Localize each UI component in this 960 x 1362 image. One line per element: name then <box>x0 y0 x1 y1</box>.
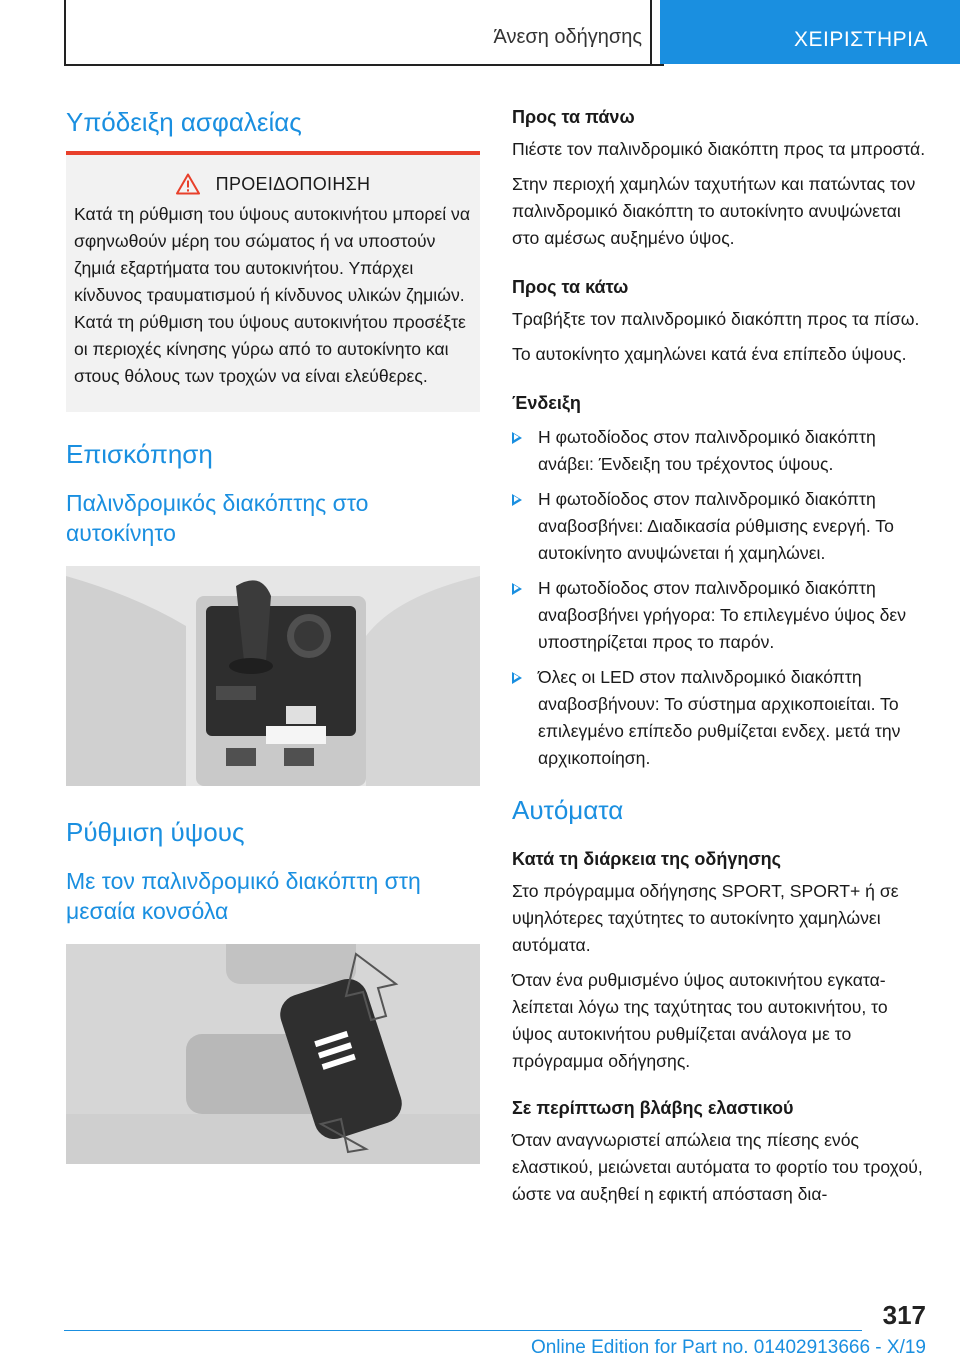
footer-rule <box>64 1330 862 1331</box>
rocker-switch-photo <box>66 944 480 1164</box>
section-title: Άνεση οδήγησης <box>493 26 642 48</box>
page-number: 317 <box>882 1300 926 1330</box>
switch-heading: Παλινδρομικός διακόπτης στο αυτοκίνητο <box>66 490 369 546</box>
overview-heading: Επισκόπηση <box>66 439 213 469</box>
bullet-triangle-icon <box>512 583 522 595</box>
display-heading: Ένδειξη <box>512 393 581 413</box>
right-column <box>512 100 926 1208</box>
height-heading: Ρύθμιση ύψους <box>66 817 245 847</box>
chapter-tab <box>660 0 960 64</box>
left-column <box>66 100 480 1164</box>
edition-note: Online Edition for Part no. 01402913666 - X/19 <box>530 1337 926 1358</box>
driving-paragraph-1: Στο πρόγραμμα οδήγησης SPORT, SPORT+ ή σε υψηλότερες ταχύτητες το αυτοκίνητο χαμηλώνει αυτόματα. <box>512 881 899 955</box>
up-paragraph-1: Πιέστε τον παλινδρομικό διακόπτη προς τα μπροστά. <box>512 139 926 159</box>
driving-heading: Κατά τη διάρκεια της οδήγησης <box>512 849 782 869</box>
warning-header <box>74 173 472 195</box>
bullet-triangle-icon <box>512 432 522 444</box>
chapter-tab-label: ΧΕΙΡΙΣΤΗΡΙΑ <box>793 28 928 51</box>
up-paragraph-2: Στην περιοχή χαμηλών ταχυτήτων και πατώντας τον παλινδρομικό διακόπτη το αυτοκίνητο ανυψώνεται στο αμέσως αυξημένο ύψος. <box>512 174 916 248</box>
down-paragraph-1: Τραβήξτε τον παλινδρομικό διακόπτη προς τα πίσω. <box>512 309 920 329</box>
up-heading: Προς τα πάνω <box>512 107 635 127</box>
bullet-triangle-icon <box>512 672 522 684</box>
warning-title: ΠΡΟΕΙΔΟΠΟΙΗΣΗ <box>215 173 371 194</box>
warning-text: Κατά τη ρύθμιση του ύψους αυτοκινήτου μπορεί να σφηνωθούν μέρη του σώματος ή να υποστούν ζημιά εξαρτήματα του αυτοκινήτου. Υπάρχει κίνδυνος τραυματισμού ή κίνδυνος υλικών ζημιών. Κατά τη ρύθμιση του ύψους αυτοκινήτου προσέξτε οι περιοχές κίνησης γύρω από το αυτοκίνητο και στους θόλους των τροχών να είναι ελεύθερες. <box>74 204 470 386</box>
display-list <box>512 424 926 772</box>
bullet-triangle-icon <box>512 494 522 506</box>
rocker-switch-illustration <box>66 944 480 1164</box>
tyre-heading: Σε περίπτωση βλάβης ελαστικού <box>512 1098 794 1118</box>
safety-heading: Υπόδειξη ασφαλείας <box>66 107 302 137</box>
list-item: Η φωτοδίοδος στον παλινδρομικό διακόπτη αναβοσβήνει: Διαδικασία ρύθμισης ενεργή. Το αυτοκίνητο ανυψώνεται ή χαμηλώνει. <box>512 486 926 567</box>
warning-box <box>66 155 480 412</box>
console-heading: Με τον παλινδρομικό διακόπτη στη μεσαία κονσόλα <box>66 868 421 924</box>
list-item: Η φωτοδίοδος στον παλινδρομικό διακόπτη αναβοσβήνει γρήγορα: Το επιλεγμένο ύψος δεν υποστηρίζεται προς το παρόν. <box>512 575 926 656</box>
list-item: Όλες οι LED στον παλινδρομικό διακόπτη αναβοσβήνουν: Το σύστημα αρχικοποιείται. Το επιλεγμένο επίπεδο ρυθμίζεται ενδεχ. μετά την αρχικοποίηση. <box>512 664 926 772</box>
list-item: Η φωτοδίοδος στον παλινδρομικό διακόπτη ανάβει: Ένδειξη του τρέχοντος ύψους. <box>512 424 926 478</box>
warning-triangle-icon <box>176 173 200 195</box>
driving-paragraph-2: Όταν ένα ρυθμισμένο ύψος αυτοκινήτου εγκαταλείπεται λόγω της ταχύτητας του αυτοκινήτου, το ύψος αυτοκινήτου ρυθμίζεται ανάλογα με το πρόγραμμα οδήγησης. <box>512 970 888 1071</box>
header-divider <box>650 0 652 66</box>
down-paragraph-2: Το αυτοκίνητο χαμηλώνει κατά ένα επίπεδο ύψους. <box>512 344 907 364</box>
header-rule <box>64 64 664 66</box>
tyre-paragraph-1: Όταν αναγνωριστεί απώλεια της πίεσης ενός ελαστικού, μειώνεται αυτόματα το φορτίο του τροχού, ώστε να αυξηθεί η εφικτή απόσταση δια- <box>512 1130 923 1204</box>
auto-heading: Αυτόματα <box>512 795 624 825</box>
center-console-illustration <box>66 566 480 786</box>
down-heading: Προς τα κάτω <box>512 277 629 297</box>
console-photo <box>66 566 480 786</box>
